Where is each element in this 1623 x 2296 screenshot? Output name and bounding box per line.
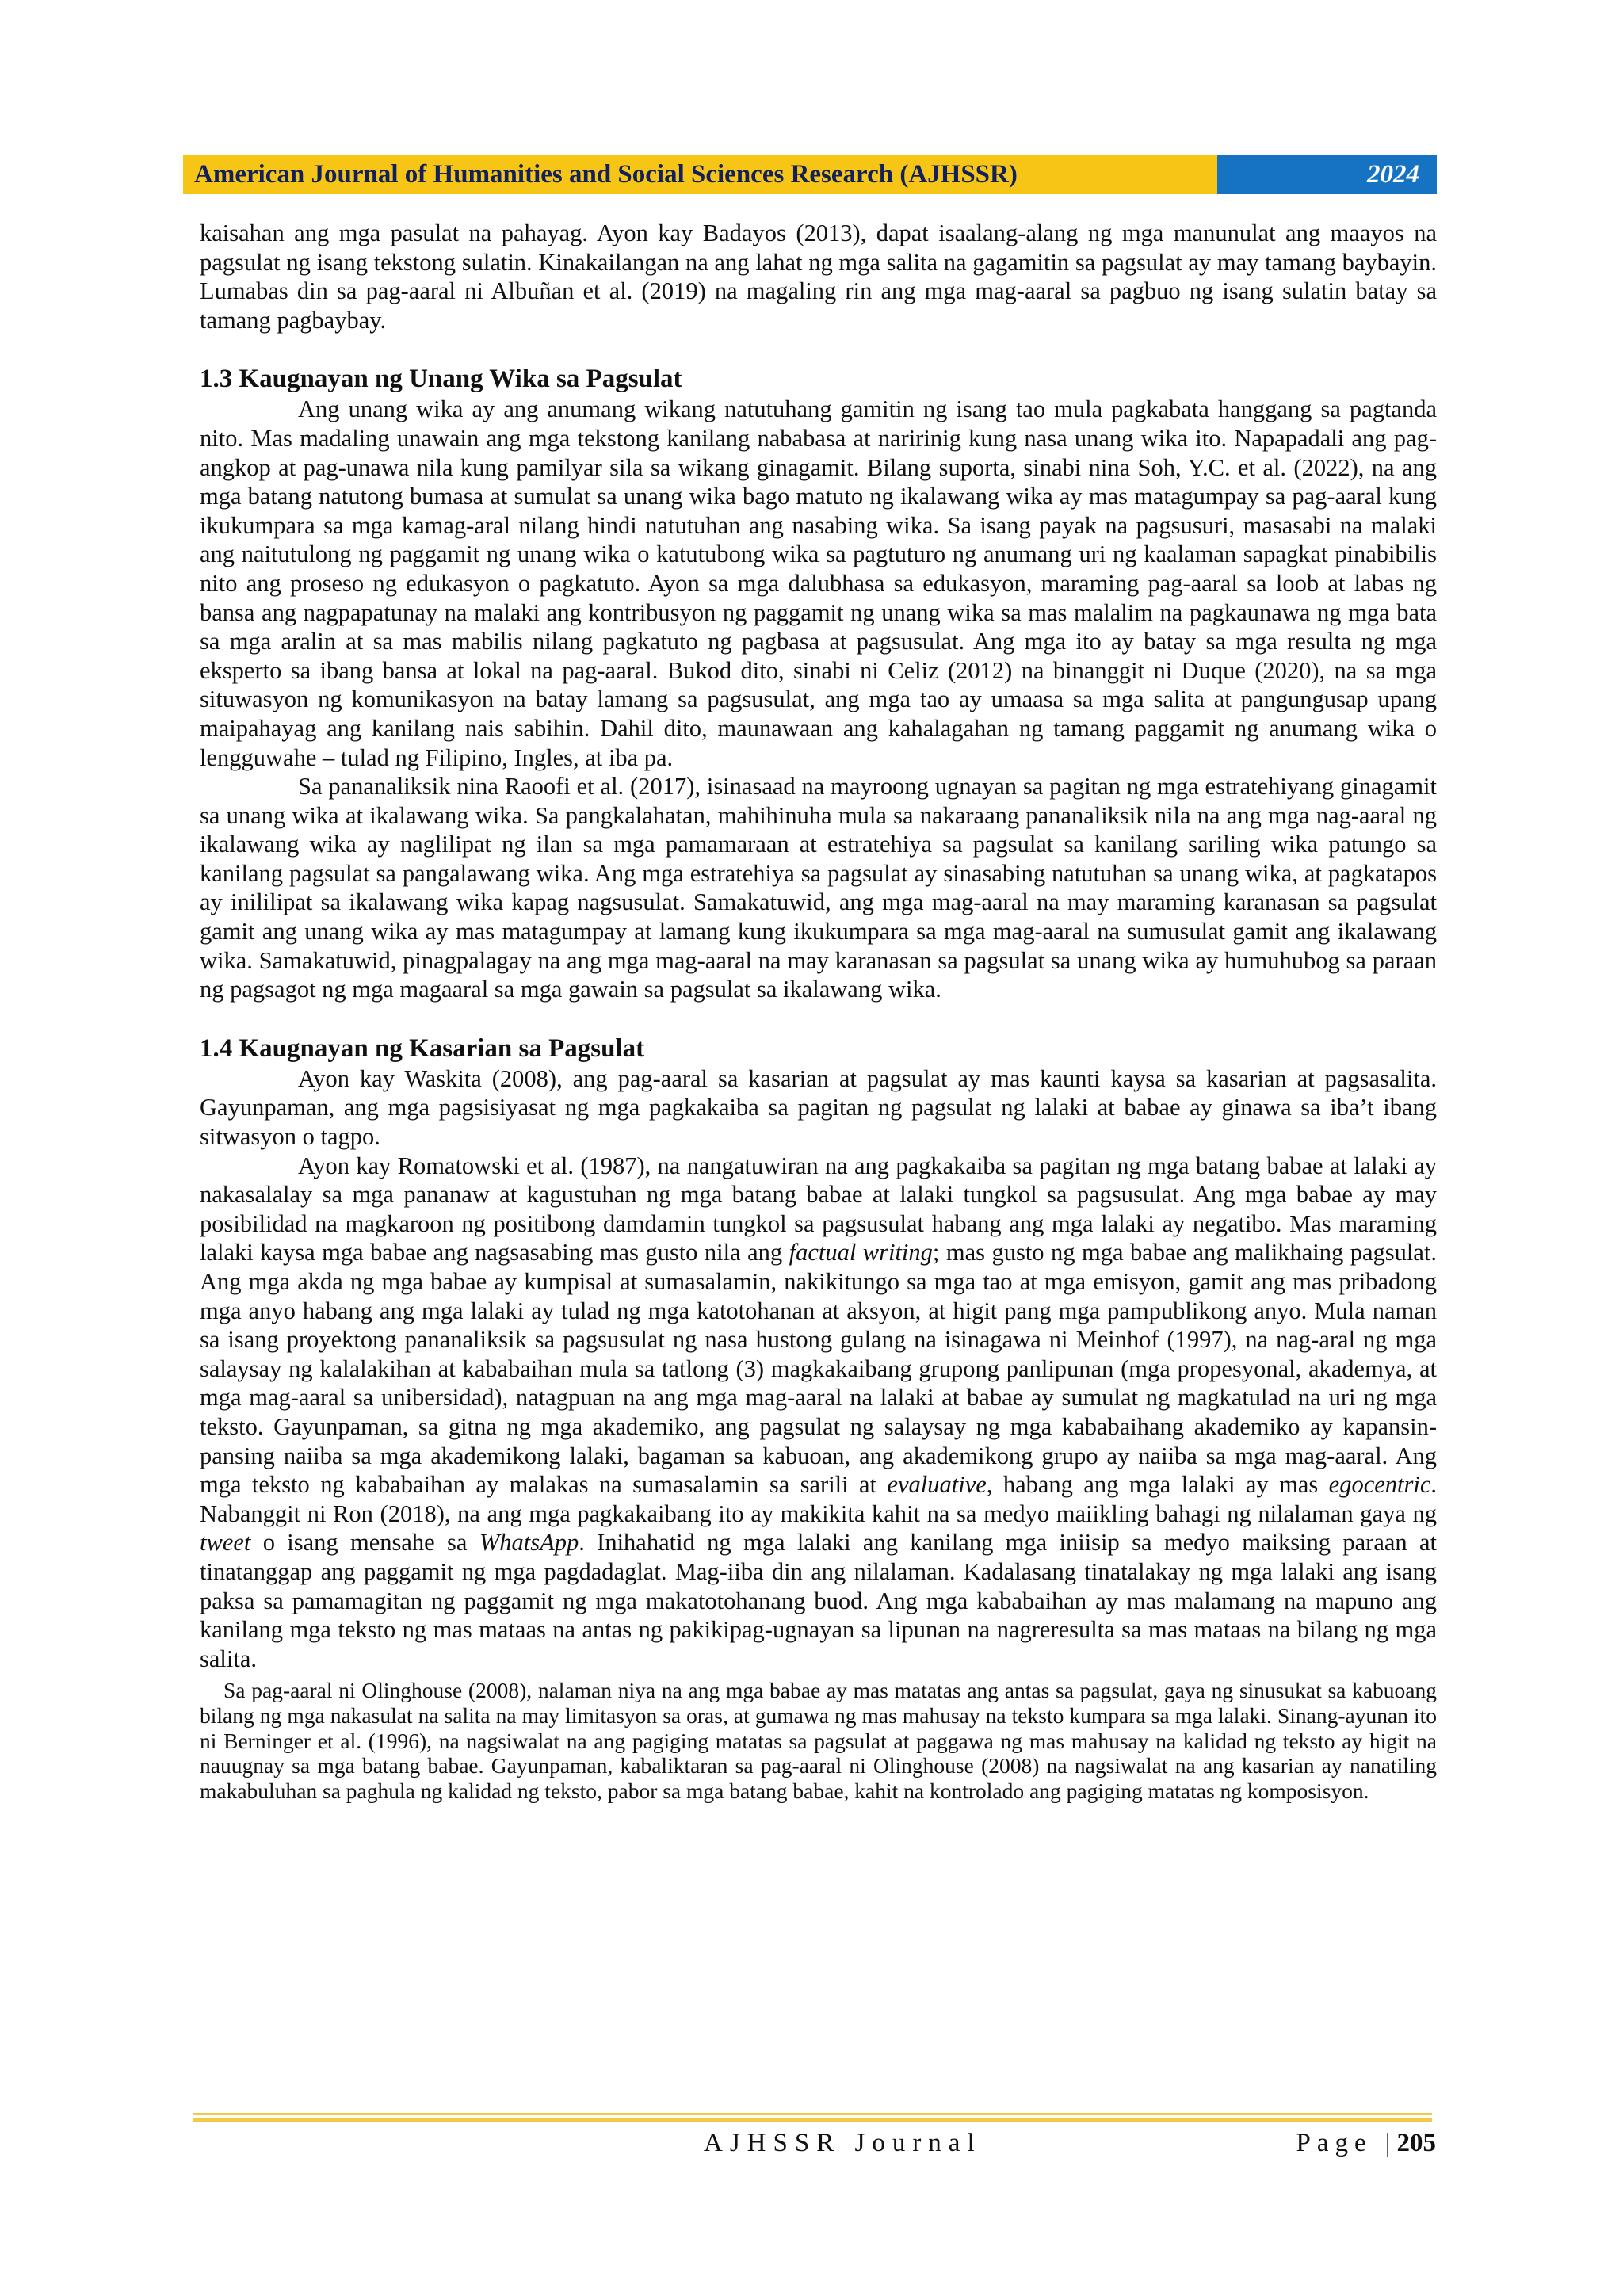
paragraph-kasarian-3: Sa pag-aaral ni Olinghouse (2008), nalaman niya na ang mga babae ay mas matatas ang antas sa pagsulat, gaya ng sinusukat sa kabuoang bilang ng mga nakasulat na salita na may limitasyon sa oras, at gumawa ng mas mahusay na teksto kumpara sa mga lalaki. Sinang-ayunan ito ni Berninger et al. (1996), na nagsiwalat na ang pagiging matatas sa pagsulat at paggawa ng mas mahusay na kalidad ng teksto ay higit na nauugnay sa mga batang babae. Gayunpaman, kabaliktaran sa pag-aaral ni Olinghouse (2008) na nagsiwalat na ang kasarian ay nanatiling makabuluhan sa paghula ng kalidad ng teksto, pabor sa mga batang babae, kahit na kontrolado ang pagiging matatas ng komposisyon. (200, 1678, 1437, 1803)
journal-year: 2024 (1217, 155, 1437, 194)
journal-header (183, 155, 1437, 194)
section-heading-1-3: 1.3 Kaugnayan ng Unang Wika sa Pagsulat (200, 365, 682, 394)
italic-term: WhatsApp (479, 1529, 579, 1557)
italic-term: tweet (200, 1529, 251, 1557)
italic-term: egocentric (1328, 1471, 1431, 1499)
footer-rule (193, 2113, 1432, 2115)
paragraph-kasarian-1: Ayon kay Waskita (2008), ang pag-aaral sa kasarian at pagsulat ay mas kaunti kaysa sa kasarian at pagsasalita. Gayunpaman, ang mga pagsisiyasat ng mga pagkakaiba sa pagitan ng pagsulat ng lalaki at babae ay ginawa sa iba’t ibang sitwasyon o tagpo. (200, 1064, 1437, 1151)
text-run: ; mas gusto ng mga babae ang malikhaing pagsulat. Ang mga akda ng mga babae ay kumpisal at sumasalamin, nakikitungo sa mga tao at mga emisyon, gamit ang mas pribadong mga anyo habang ang mga lalaki ay tulad ng mga katotohanan at aksyon, at higit pang mga pampublikong anyo. Mula naman sa isang proyektong pananaliksik sa pagsusulat ng nasa hustong gulang na isinagawa ni Meinhof (1997), na nag-aral ng mga salaysay ng kalalakihan at kababaihan mula sa tatlong (3) magkakaibang grupong panlipunan (mga propesyonal, akademya, at mga mag-aaral sa unibersidad), natagpuan na ang mga mag-aaral na lalaki at babae ay sumulat ng magkatulad na uri ng mga teksto. Gayunpaman, sa gitna ng mga akademiko, ang pagsulat ng salaysay ng mga kababaihang akademiko ay kapansin-pansing naiiba sa mga akademikong lalaki, bagaman sa kabuoan, ang akademikong grupo ay naiiba sa mga mag-aaral. Ang mga teksto ng kababaihan ay malakas na sumasalamin sa sarili at (200, 1239, 1437, 1499)
page-number: 205 (1396, 2129, 1436, 2157)
text-run: , habang ang mga lalaki ay mas (986, 1471, 1329, 1499)
paragraph-unang-wika-2: Sa pananaliksik nina Raoofi et al. (2017), isinasaad na mayroong ugnayan sa pagitan ng mga estratehiyang ginagamit sa unang wika at ikalawang wika. Sa pangkalahatan, mahihinuha mula sa nakaraang pananaliksik nila na ang mga nag-aaral ng ikalawang wika ay naglilipat ng ilan sa mga pamamaraan at estratehiya sa pagsulat sa kanilang sariling wika patungo sa kanilang pagsulat sa pangalawang wika. Ang mga estratehiya sa pagsulat ay sinasabing natutuhan sa unang wika, at pagkatapos ay inililipat sa ikalawang wika kapag nagsusulat. Samakatuwid, ang mga mag-aaral na may maraming karanasan sa pagsulat gamit ang unang wika ay mas matagumpay at lamang kung ikukumpara sa mga mag-aaral na sumusulat gamit ang ikalawang wika. Samakatuwid, pinagpalagay na ang mga mag-aaral na may karanasan sa pagsulat sa unang wika ay humuhubog sa paraan ng pagsagot ng mga magaaral sa mga gawain sa pagsulat sa ikalawang wika. (200, 773, 1437, 1003)
journal-title: American Journal of Humanities and Social Sciences Research (AJHSSR) (183, 155, 1217, 194)
text-run: . Inihahatid ng mga lalaki ang kanilang mga iniisip sa medyo maiksing paraan at tinatanggap ang paggamit ng mga pagdadaglat. Mag-iiba din ang nilalaman. Kadalasang tinatalakay ng mga lalaki ang isang paksa sa pamamagitan ng paggamit ng mga makatotohanang buod. Ang mga kababaihan ay mas malamang na mapuno ang kanilang mga teksto ng mas mataas na antas ng pakikipag-ugnayan sa lipunan na nagreresulta sa mas mataas na bilang ng mga salita. (200, 1529, 1437, 1672)
paragraph-continuation: kaisahan ang mga pasulat na pahayag. Ayon kay Badayos (2013), dapat isaalang-alang ng mga manunulat ang maayos na pagsulat ng isang tekstong sulatin. Kinakailangan na ang lahat ng mga salita na gagamitin sa pagsulat ay may tamang baybayin. Lumabas din sa pag-aaral ni Albuñan et al. (2019) na magaling rin ang mga mag-aaral sa pagbuo ng isang sulatin batay sa tamang pagbaybay. (200, 220, 1437, 334)
text-run: Ayon kay Romatowski et al. (1987), na nangatuwiran na ang pagkakaiba sa pagitan ng mga batang babae at lalaki ay nakasalalay sa mga pananaw at kagustuhan ng mga batang babae at lalaki tungkol sa pagsusulat. Ang mga babae ay may posibilidad na magkaroon ng positibong damdamin tungkol sa pagsusulat habang ang mga lalaki ay negatibo. Mas maraming lalaki kaysa mga babae ang nagsasabing mas gusto nila ang (200, 1152, 1437, 1266)
footer-journal-name: AJHSSR Journal (704, 2129, 982, 2157)
footer-rule-thick (193, 2118, 1432, 2122)
page-label: Page | (1296, 2129, 1397, 2157)
italic-term: factual writing (789, 1239, 933, 1266)
footer-page (1296, 2129, 1436, 2158)
paragraph-unang-wika-1: Ang unang wika ay ang anumang wikang natutuhang gamitin ng isang tao mula pagkabata hanggang sa pagtanda nito. Mas madaling unawain ang mga tekstong kanilang nababasa at naririnig kung nasa unang wika ito. Napapadali ang pag-angkop at pag-unawa nila kung pamilyar sila sa wikang ginagamit. Bilang suporta, sinabi nina Soh, Y.C. et al. (2022), na ang mga batang natutong bumasa at sumulat sa unang wika bago matuto ng ikalawang wika ay mas matagumpay sa pag-aaral kung ikukumpara sa mga kamag-aral nilang hindi natutuhan ang nasabing wika. Sa isang payak na pagsusuri, masasabi na malaki ang naitutulong ng paggamit ng unang wika o katutubong wika sa pagtuturo ng anumang uri ng kaalaman sapagkat pinabibilis nito ang proseso ng edukasyon o pagkatuto. Ayon sa mga dalubhasa sa edukasyon, maraming pag-aaral sa loob at labas ng bansa ang nagpapatunay na malaki ang kontribusyon ng paggamit ng unang wika sa mas malalim na pagkaunawa ng mga bata sa mga aralin at sa mas mabilis nilang pagkatuto ng pagbasa at pagsusulat. Ang mga ito ay batay sa mga resulta ng mga eksperto sa ibang bansa at lokal na pag-aaral. Bukod dito, sinabi ni Celiz (2012) na binanggit ni Duque (2020), na sa mga situwasyon ng komunikasyon na batay lamang sa pagsusulat, ang mga tao ay umaasa sa mga salita at pangungusap upang maipahayag ang kanilang nais sabihin. Dahil dito, maunawaan ang kahalagahan ng tamang paggamit ng anumang wika o lengguwahe – tulad ng Filipino, Ingles, at iba pa. (200, 395, 1437, 771)
text-run: . Nabanggit ni Ron (2018), na ang mga pagkakaibang ito ay makikita kahit na sa medyo maiikling bahagi ng nilalaman gaya ng (200, 1471, 1437, 1527)
section-heading-1-4: 1.4 Kaugnayan ng Kasarian sa Pagsulat (200, 1033, 645, 1063)
paragraph-kasarian-2 (200, 1152, 1437, 1674)
italic-term: evaluative (887, 1471, 987, 1499)
article-body (200, 219, 1437, 1803)
text-run: o isang mensahe sa (250, 1529, 479, 1557)
